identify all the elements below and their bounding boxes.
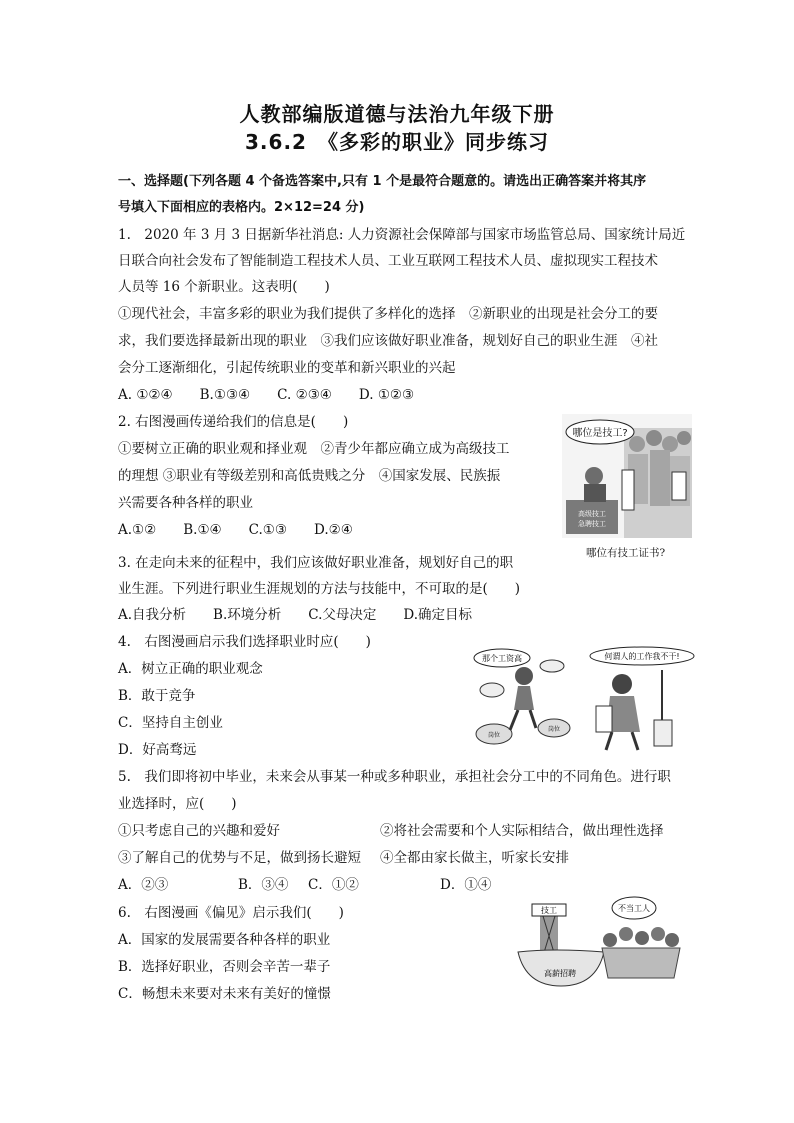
bubble-text: 哪位是技工? [572, 428, 628, 439]
bubble-text: 那个工资高 [482, 654, 522, 663]
answer-option: D．好高骛远 [118, 742, 197, 758]
answer-options: A. ①②④ B.①③④ C. ②③④ D. ①②③ [118, 387, 415, 403]
answer-option: A．②③ [118, 877, 169, 893]
section-heading: 号填入下面相应的表格内。2×12=24 分) [118, 200, 365, 215]
bubble-text: 何谓人的工作我不干! [604, 652, 680, 661]
question-text: 兴需要各种各样的职业 [118, 495, 253, 511]
question-text: 的理想 ③职业有等级差别和高低贵贱之分 ④国家发展、民族振 [118, 468, 501, 484]
question-text: ①要树立正确的职业观和择业观 ②青少年都应确立成为高级技工 [118, 441, 510, 457]
sign-text: 急聘技工 [578, 520, 606, 528]
answer-option: A．树立正确的职业观念 [118, 661, 263, 677]
question-text: 人员等 16 个新职业。这表明( ) [118, 279, 330, 295]
question-text: 日联合向社会发布了智能制造工程技术人员、工业互联网工程技术人员、虚拟现实工程技术 [118, 253, 658, 269]
cartoon-q4 [472, 646, 704, 754]
answer-options: A.自我分析 B.环境分析 C.父母决定 D.确定目标 [118, 607, 473, 623]
bowl-text: 岗位 [487, 732, 501, 739]
question-text: 1. 2020 年 3 月 3 日据新华社消息: 人力资源社会保障部与国家市场监管总局、国家统计局近 [118, 227, 686, 243]
page-subtitle: 3.6.2 《多彩的职业》同步练习 [245, 130, 549, 154]
page-title: 人教部编版道德与法治九年级下册 [239, 102, 555, 126]
bowl-text: 岗位 [547, 726, 561, 733]
answer-option: C．坚持自主创业 [118, 715, 223, 731]
option-text: ③了解自己的优势与不足，做到扬长避短 [118, 850, 361, 866]
option-text: ②将社会需要和个人实际相结合，做出理性选择 [380, 823, 664, 839]
answer-option: D．①④ [440, 877, 492, 893]
bowl-text: 高薪招聘 [544, 969, 576, 978]
question-text: 6. 右图漫画《偏见》启示我们( ) [118, 905, 344, 921]
answer-options: A.①② B.①④ C.①③ D.②④ [118, 522, 353, 538]
question-text: ①现代社会，丰富多彩的职业为我们提供了多样化的选择 ②新职业的出现是社会分工的要 [118, 306, 658, 322]
bubble-text: 不当工人 [618, 904, 650, 913]
question-text: 业选择时，应( ) [118, 796, 237, 812]
sign-text: 技工 [541, 906, 557, 915]
section-heading: 一、选择题(下列各题 4 个备选答案中,只有 1 个是最符合题意的。请选出正确答案并将其序 [118, 174, 647, 189]
answer-option: B．③④ [238, 877, 289, 893]
question-text: 3. 在走向未来的征程中，我们应该做好职业准备，规划好自己的职 [118, 555, 514, 571]
option-text: ④全都由家长做主，听家长安排 [380, 850, 569, 866]
answer-option: C．①② [308, 877, 359, 893]
answer-option: B．选择好职业，否则会辛苦一辈子 [118, 959, 331, 975]
question-text: 2. 右图漫画传递给我们的信息是( ) [118, 414, 349, 430]
question-text: 求，我们要选择最新出现的职业 ③我们应该做好职业准备，规划好自己的职业生涯 ④社 [118, 333, 658, 349]
cartoon-q2 [562, 414, 692, 538]
question-text: 4. 右图漫画启示我们选择职业时应( ) [118, 634, 371, 650]
question-text: 5. 我们即将初中毕业，未来会从事某一种或多种职业，承担社会分工中的不同角色。进行职 [118, 769, 671, 785]
figure-caption: 哪位有技工证书? [586, 547, 666, 559]
sign-text: 高级技工 [578, 510, 606, 518]
cartoon-q6 [514, 878, 690, 990]
answer-option: C．畅想未来要对未来有美好的憧憬 [118, 986, 331, 1002]
answer-option: A．国家的发展需要各种各样的职业 [118, 932, 331, 948]
question-text: 会分工逐渐细化，引起传统职业的变革和新兴职业的兴起 [118, 360, 456, 376]
question-text: 业生涯。下列进行职业生涯规划的方法与技能中，不可取的是( ) [118, 581, 521, 597]
option-text: ①只考虑自己的兴趣和爱好 [118, 823, 280, 839]
answer-option: B．敢于竞争 [118, 688, 196, 704]
